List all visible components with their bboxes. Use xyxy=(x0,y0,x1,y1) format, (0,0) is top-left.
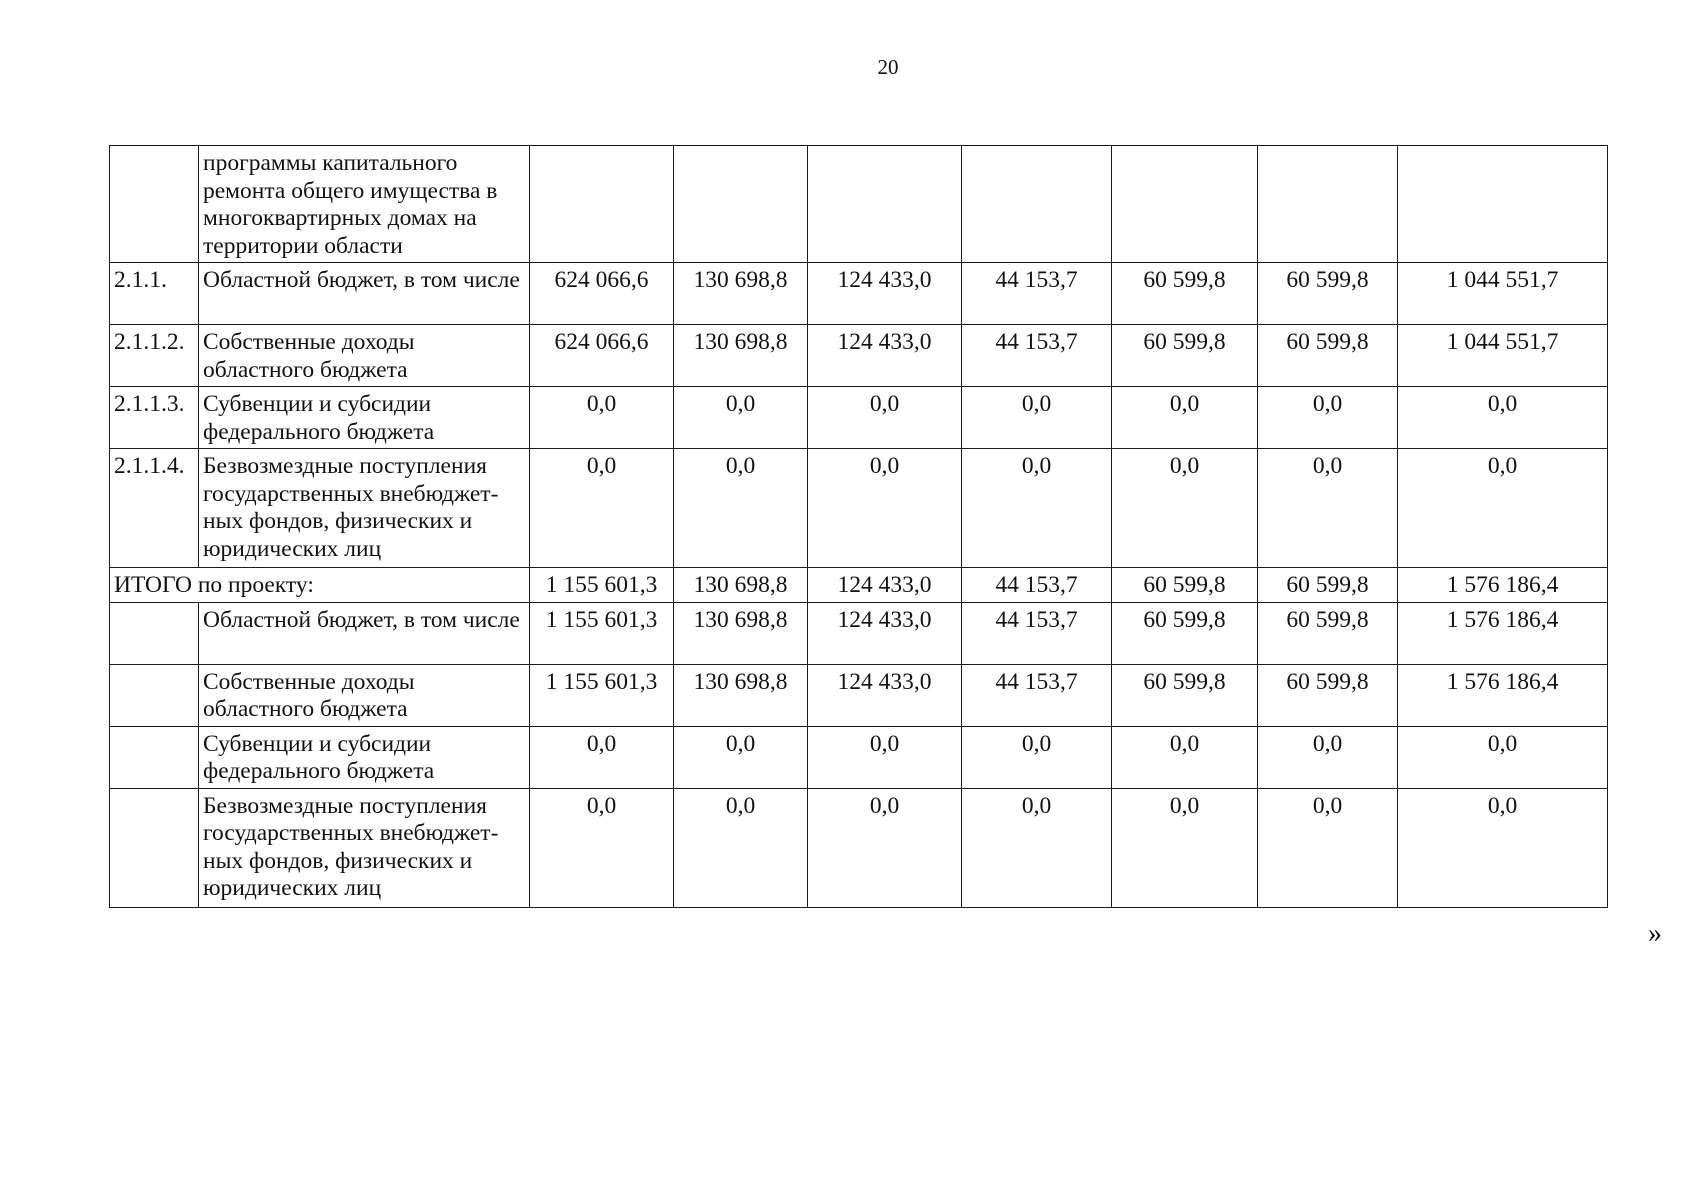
value-cell xyxy=(1398,146,1608,263)
value-cell xyxy=(808,146,962,263)
value-cell: 1 044 551,7 xyxy=(1398,325,1608,387)
value-cell: 624 066,6 xyxy=(530,263,674,325)
value-cell: 60 599,8 xyxy=(1258,325,1398,387)
row-code xyxy=(110,602,199,664)
value-cell: 0,0 xyxy=(962,387,1112,449)
value-cell: 44 153,7 xyxy=(962,325,1112,387)
value-cell: 0,0 xyxy=(1258,726,1398,788)
row-name: Областной бюджет, в том числе xyxy=(199,263,530,325)
row-code: 2.1.1.3. xyxy=(110,387,199,449)
value-cell: 0,0 xyxy=(1258,449,1398,568)
value-cell: 1 044 551,7 xyxy=(1398,263,1608,325)
value-cell: 1 155 601,3 xyxy=(530,602,674,664)
row-name: Собственные доходы областного бюджета xyxy=(199,664,530,726)
row-name: Областной бюджет, в том числе xyxy=(199,602,530,664)
value-cell: 124 433,0 xyxy=(808,568,962,603)
value-cell: 44 153,7 xyxy=(962,602,1112,664)
value-cell: 130 698,8 xyxy=(674,568,808,603)
value-cell: 0,0 xyxy=(1258,788,1398,907)
row-name: Безвозмездные поступления государственных внебюджет-ных фондов, физических и юридических лиц xyxy=(199,788,530,907)
value-cell: 1 155 601,3 xyxy=(530,568,674,603)
page-number: 20 xyxy=(877,55,899,79)
value-cell: 624 066,6 xyxy=(530,325,674,387)
row-name: Субвенции и субсидии федерального бюджета xyxy=(199,387,530,449)
table-row xyxy=(110,263,1608,325)
value-cell: 0,0 xyxy=(674,387,808,449)
value-cell: 130 698,8 xyxy=(674,602,808,664)
value-cell: 124 433,0 xyxy=(808,664,962,726)
value-cell: 0,0 xyxy=(530,788,674,907)
row-code: 2.1.1.2. xyxy=(110,325,199,387)
value-cell: 60 599,8 xyxy=(1258,263,1398,325)
total-label: ИТОГО по проекту: xyxy=(110,568,530,603)
value-cell: 0,0 xyxy=(1398,387,1608,449)
row-name: Собственные доходы областного бюджета xyxy=(199,325,530,387)
row-name: Безвозмездные поступления государственных внебюджет-ных фондов, физических и юридических лиц xyxy=(199,449,530,568)
value-cell xyxy=(530,146,674,263)
table-row xyxy=(110,449,1608,568)
value-cell: 0,0 xyxy=(962,726,1112,788)
value-cell xyxy=(962,146,1112,263)
value-cell: 0,0 xyxy=(530,449,674,568)
value-cell: 124 433,0 xyxy=(808,325,962,387)
value-cell: 0,0 xyxy=(1112,726,1258,788)
value-cell: 130 698,8 xyxy=(674,263,808,325)
value-cell: 60 599,8 xyxy=(1112,602,1258,664)
value-cell: 0,0 xyxy=(962,449,1112,568)
row-name: Субвенции и субсидии федерального бюджета xyxy=(199,726,530,788)
value-cell: 0,0 xyxy=(530,726,674,788)
value-cell: 0,0 xyxy=(1258,387,1398,449)
value-cell: 0,0 xyxy=(962,788,1112,907)
closing-quote-mark: » xyxy=(1648,918,1662,949)
table-row xyxy=(110,602,1608,664)
row-code xyxy=(110,726,199,788)
value-cell: 0,0 xyxy=(808,449,962,568)
table-row xyxy=(110,325,1608,387)
value-cell: 0,0 xyxy=(808,788,962,907)
value-cell: 0,0 xyxy=(674,449,808,568)
value-cell: 0,0 xyxy=(674,726,808,788)
value-cell: 0,0 xyxy=(1398,449,1608,568)
row-code xyxy=(110,146,199,263)
value-cell xyxy=(674,146,808,263)
value-cell: 0,0 xyxy=(1398,726,1608,788)
value-cell: 0,0 xyxy=(808,387,962,449)
value-cell: 60 599,8 xyxy=(1112,568,1258,603)
value-cell: 60 599,8 xyxy=(1112,325,1258,387)
row-name: программы капитального ремонта общего имущества в многоквартирных домах на территории области xyxy=(199,146,530,263)
value-cell: 130 698,8 xyxy=(674,664,808,726)
value-cell: 60 599,8 xyxy=(1258,664,1398,726)
value-cell: 124 433,0 xyxy=(808,263,962,325)
row-code: 2.1.1. xyxy=(110,263,199,325)
value-cell xyxy=(1258,146,1398,263)
row-code: 2.1.1.4. xyxy=(110,449,199,568)
value-cell: 60 599,8 xyxy=(1258,602,1398,664)
table-row xyxy=(110,387,1608,449)
value-cell: 0,0 xyxy=(1112,788,1258,907)
value-cell: 44 153,7 xyxy=(962,263,1112,325)
value-cell: 0,0 xyxy=(808,726,962,788)
value-cell xyxy=(1112,146,1258,263)
value-cell: 1 576 186,4 xyxy=(1398,568,1608,603)
value-cell: 60 599,8 xyxy=(1112,664,1258,726)
table-row xyxy=(110,726,1608,788)
value-cell: 44 153,7 xyxy=(962,664,1112,726)
row-code xyxy=(110,788,199,907)
value-cell: 124 433,0 xyxy=(808,602,962,664)
value-cell: 130 698,8 xyxy=(674,325,808,387)
table-row xyxy=(110,146,1608,263)
value-cell: 1 155 601,3 xyxy=(530,664,674,726)
value-cell: 0,0 xyxy=(1398,788,1608,907)
value-cell: 0,0 xyxy=(674,788,808,907)
value-cell: 0,0 xyxy=(1112,387,1258,449)
value-cell: 44 153,7 xyxy=(962,568,1112,603)
row-code xyxy=(110,664,199,726)
table-row xyxy=(110,788,1608,907)
value-cell: 0,0 xyxy=(530,387,674,449)
budget-table xyxy=(109,145,1608,908)
value-cell: 1 576 186,4 xyxy=(1398,602,1608,664)
value-cell: 60 599,8 xyxy=(1258,568,1398,603)
total-row xyxy=(110,568,1608,603)
value-cell: 60 599,8 xyxy=(1112,263,1258,325)
value-cell: 0,0 xyxy=(1112,449,1258,568)
table-row xyxy=(110,664,1608,726)
value-cell: 1 576 186,4 xyxy=(1398,664,1608,726)
